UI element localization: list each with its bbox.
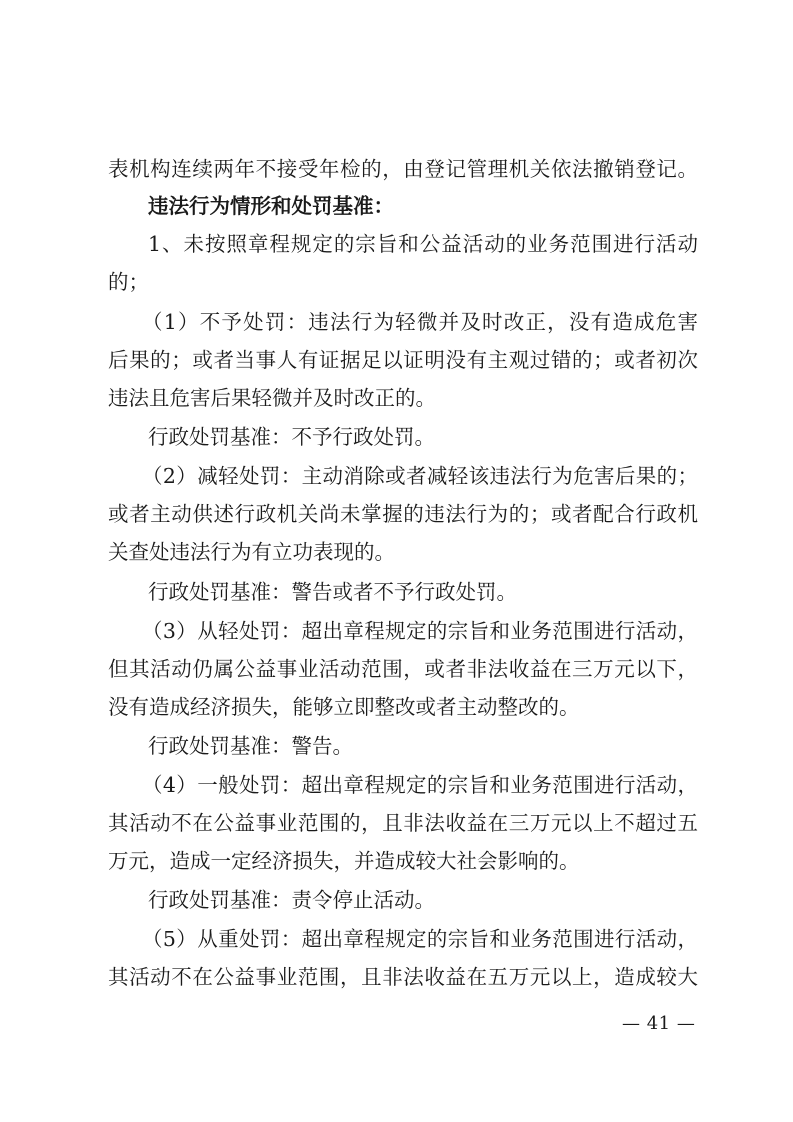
clause-2-line-2: 或者主动供述行政机关尚未掌握的违法行为的；或者配合行政机 bbox=[108, 502, 698, 526]
penalty-standard-1: 行政处罚基准：不予行政处罚。 bbox=[148, 425, 435, 449]
clause-3-line-3: 没有造成经济损失，能够立即整改或者主动整改的。 bbox=[108, 695, 580, 719]
clause-1-line-1: （1）不予处罚：违法行为轻微并及时改正，没有造成危害 bbox=[142, 310, 698, 334]
page-number: — 41 — bbox=[622, 1013, 696, 1034]
clause-1-line-3: 违法且危害后果轻微并及时改正的。 bbox=[108, 386, 436, 410]
clause-1-line-2: 后果的；或者当事人有证据足以证明没有主观过错的；或者初次 bbox=[108, 348, 698, 372]
penalty-standard-3: 行政处罚基准：警告。 bbox=[148, 734, 353, 758]
clause-2-line-3: 关查处违法行为有立功表现的。 bbox=[108, 540, 395, 564]
clause-3-line-1: （3）从轻处罚：超出章程规定的宗旨和业务范围进行活动， bbox=[142, 619, 698, 643]
clause-3-line-2: 但其活动仍属公益事业活动范围，或者非法收益在三万元以下， bbox=[108, 657, 698, 681]
clause-5-line-1: （5）从重处罚：超出章程规定的宗旨和业务范围进行活动， bbox=[142, 927, 698, 951]
item-1-title: 1、未按照章程规定的宗旨和公益活动的业务范围进行活动 bbox=[148, 232, 698, 256]
penalty-standard-2: 行政处罚基准：警告或者不予行政处罚。 bbox=[148, 580, 517, 604]
section-heading: 违法行为情形和处罚基准： bbox=[148, 194, 394, 218]
penalty-standard-4: 行政处罚基准：责令停止活动。 bbox=[148, 888, 435, 912]
text-line-continuation: 表机构连续两年不接受年检的，由登记管理机关依法撤销登记。 bbox=[108, 157, 698, 181]
clause-4-line-3: 万元，造成一定经济损失，并造成较大社会影响的。 bbox=[108, 849, 580, 873]
clause-2-line-1: （2）减轻处罚：主动消除或者减轻该违法行为危害后果的； bbox=[142, 464, 698, 488]
clause-5-line-2: 其活动不在公益事业范围，且非法收益在五万元以上，造成较大 bbox=[108, 965, 698, 989]
clause-4-line-1: （4）一般处罚：超出章程规定的宗旨和业务范围进行活动， bbox=[142, 773, 698, 797]
item-1-title-end: 的； bbox=[108, 270, 149, 294]
clause-4-line-2: 其活动不在公益事业范围的，且非法收益在三万元以上不超过五 bbox=[108, 811, 698, 835]
